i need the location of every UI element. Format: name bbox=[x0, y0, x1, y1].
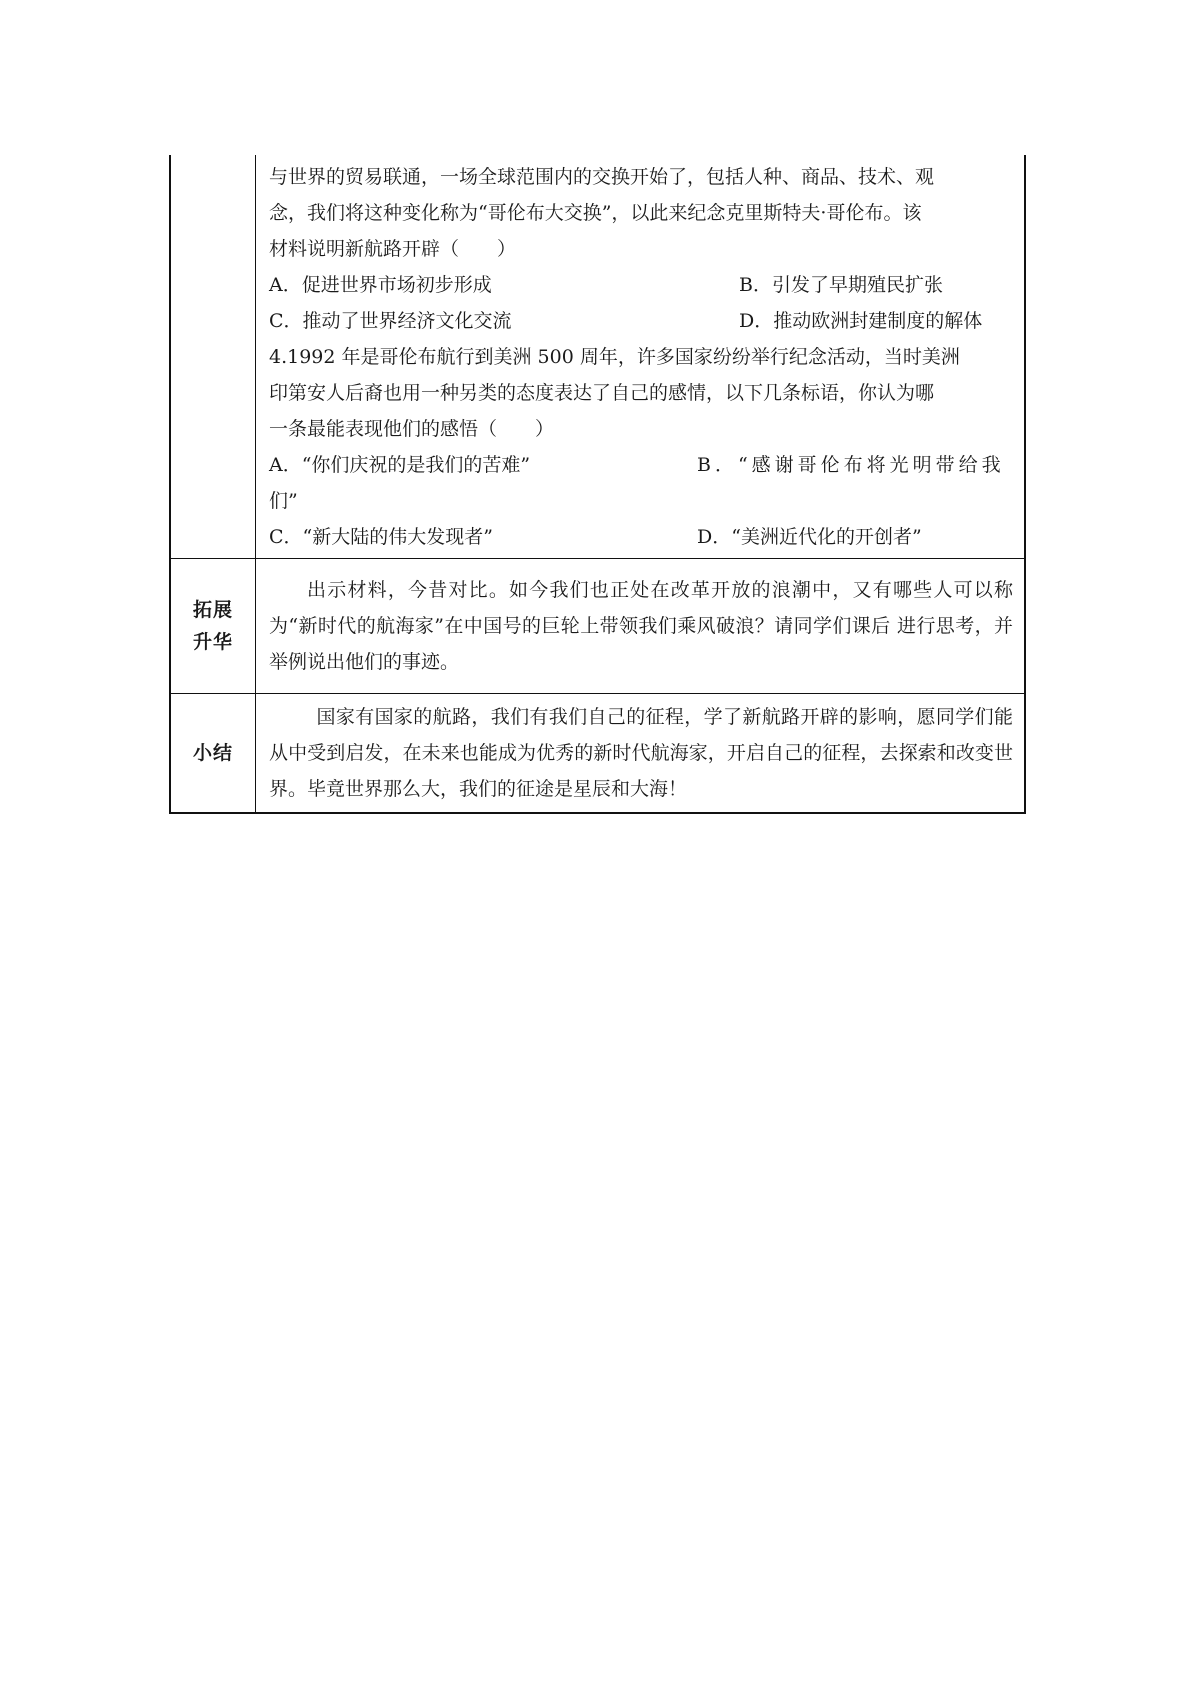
label-extension-line2: 升华 bbox=[192, 631, 233, 653]
question-4-line: 4.1992 年是哥伦布航行到美洲 500 周年，许多国家纷纷举行纪念活动，当时美洲 bbox=[269, 346, 960, 368]
label-cell-extension bbox=[170, 559, 256, 694]
q4-option-c: C．“新大陆的伟大发现者” bbox=[269, 526, 493, 548]
table-row-summary bbox=[170, 694, 1025, 814]
q3-options-row-1 bbox=[269, 267, 1013, 303]
summary-text: 国家有国家的航路，我们有我们自己的征程，学了新航路开辟的影响，愿同学们能从中受到启发，在未来也能成为优秀的新时代航海家，开启自己的征程，去探索和改变世界。毕竟世界那么大，我们的征途是星辰和大海！ bbox=[269, 706, 1013, 800]
q3-options-row-2 bbox=[269, 303, 1013, 339]
label-summary: 小结 bbox=[192, 742, 233, 764]
extension-text: 出示材料，今昔对比。如今我们也正处在改革开放的浪潮中，又有哪些人可以称为“新时代的航海家”在中国号的巨轮上带领我们乘风破浪？请同学们课后 进行思考，并举例说出他们的事迹。 bbox=[269, 579, 1013, 673]
q3-option-c: C．推动了世界经济文化交流 bbox=[269, 310, 512, 332]
q4-option-d: D．“美洲近代化的开创者” bbox=[697, 526, 922, 548]
label-cell-empty bbox=[170, 155, 256, 559]
q3-option-b: B．引发了早期殖民扩张 bbox=[739, 274, 943, 296]
q4-options-row-1 bbox=[269, 447, 1013, 483]
q4-option-b: B．“感谢哥伦布将光明带给我 bbox=[697, 454, 1005, 476]
content-cell-exercises bbox=[256, 155, 1026, 559]
question-4-line: 一条最能表现他们的感悟（ ） bbox=[269, 418, 555, 440]
content-cell-summary bbox=[256, 694, 1026, 814]
material-line: 念，我们将这种变化称为“哥伦布大交换”，以此来纪念克里斯特夫·哥伦布。该 bbox=[269, 202, 922, 224]
q4-options-row-2 bbox=[269, 519, 1013, 555]
q3-option-d: D．推动欧洲封建制度的解体 bbox=[739, 310, 983, 332]
label-cell-summary bbox=[170, 694, 256, 814]
table-row-exercises bbox=[170, 155, 1025, 559]
q4-option-a: A．“你们庆祝的是我们的苦难” bbox=[269, 454, 531, 476]
table-row-extension bbox=[170, 559, 1025, 694]
q3-option-a: A．促进世界市场初步形成 bbox=[269, 274, 492, 296]
content-cell-extension bbox=[256, 559, 1026, 694]
lesson-plan-table bbox=[169, 155, 1026, 814]
q4-option-b-continued: 们” bbox=[269, 490, 298, 512]
question-4-line: 印第安人后裔也用一种另类的态度表达了自己的感情，以下几条标语，你认为哪 bbox=[269, 382, 935, 404]
label-extension-line1: 拓展 bbox=[192, 599, 233, 621]
material-line: 材料说明新航路开辟（ ） bbox=[269, 238, 517, 260]
material-line: 与世界的贸易联通，一场全球范围内的交换开始了，包括人种、商品、技术、观 bbox=[269, 166, 935, 188]
